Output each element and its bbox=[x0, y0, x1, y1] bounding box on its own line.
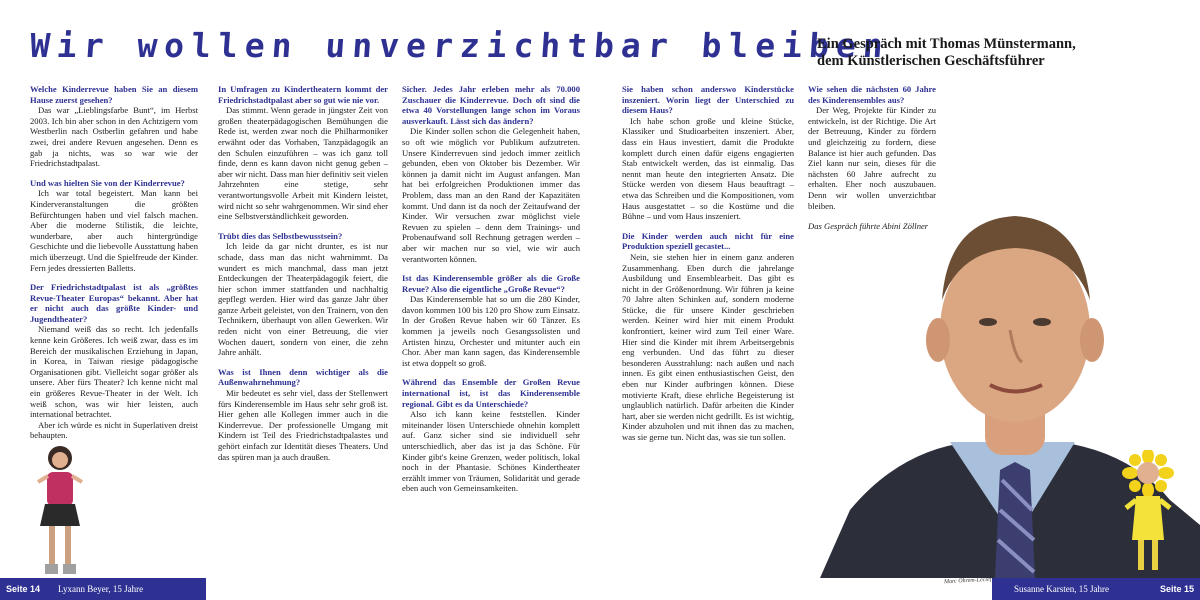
interview-question: Sicher. Jedes Jahr erleben mehr als 70.000 Zuschauer die Kinderrevue. Doch oft sind die etwa 40 Vorstellungen lange schon im Voraus ausverkauft. Lässt sich das ändern? bbox=[402, 84, 580, 126]
interview-question: In Umfragen zu Kindertheatern kommt der Friedrichstadtpalast aber so gut wie nie vor. bbox=[218, 84, 388, 105]
interview-question: Trübt dies das Selbstbewusstsein? bbox=[218, 230, 343, 241]
interview-question: Wie sehen die nächsten 60 Jahre des Kinderensembles aus? bbox=[808, 84, 936, 105]
article-title: Wir wollen unverzichtbar bleiben bbox=[28, 26, 892, 65]
interview-question: Die Kinder werden auch nicht für eine Produktion speziell gecastet... bbox=[622, 230, 794, 252]
article-subtitle: Ein Gespräch mit Thomas Münstermann, dem Künstlerischen Geschäftsführer bbox=[817, 36, 1076, 69]
interview-answer: Die Kinder sollen schon die Gelegenheit haben, so oft wie möglich vor Publikum aufzutreten. Unsere Kinderrevuen sind jedoch immer zeitlich gebunden, eben von Oktober bis Dezember. Wir können ja damit nicht im August anfangen. Man hat bei erfolgreichen Produktionen immer das Problem, dass man an den Rand der Kapazitäten kommt. Und dann ist da noch der Zeitaufwand der Kinder. Wir versuchen zwar möglichst viele Revuen zu spielen – denn dem Trainings- und Probenaufwand soll Rechnung getragen werden – aber wir machen nur so viel, wie wir auch verantworten können. bbox=[402, 126, 580, 264]
interview-answer: Ich leide da gar nicht drunter, es ist nur schade, dass man das nicht wahrnimmt. Da wundert es mich manchmal, dass man jetzt Entdeckungen der Theaterpädagogik feiert, die hier schon immer stattfanden und nachhaltig gepflegt werden. Hier wird das ganze Jahr über ganze Arbeit geleistet, von den Trainern, von den Technikern, überhaupt von allen Gewerken. Wir reden nicht von einer Betreuung, die vier Wochen dauert, sondern von einer, die zehn Jahre anhält. bbox=[218, 241, 388, 358]
page-number-right: Seite 15 bbox=[1159, 584, 1194, 594]
photographer-signature: Marc Ohrem-Leclef bbox=[943, 576, 992, 586]
interview-answer: Niemand weiß das so recht. Ich jedenfalls kenne kein Größeres. Ich weiß zwar, dass es im Bereich der musikalischen Erziehung in Japan, in Korea, in Taiwan riesige pädagogische Organisationen gibt. Vielleicht sogar größer als unsere. Aber fürs Theater? Ich kenne nicht mal ein größeres Revue-Theater in der Welt. Ich weiß schon, was wir hier leisten, auch international betrachtet. bbox=[30, 324, 198, 420]
interview-question: Während das Ensemble der Großen Revue international ist, ist das Kinderensemble regional. Gibt es da Unterschiede? bbox=[402, 377, 580, 409]
interview-answer: Das stimmt. Wenn gerade in jüngster Zeit von großen theaterpädagogischen Bemühungen die Rede ist, werden zwar noch die Philharmoniker erwähnt oder das Vorhaben, Tanzpädagogik an den Schulen einzuführen – was ich ganz toll finde, denn es kann davon nicht genug geben – aber wir nicht. Dass man hier definitiv seit vielen Jahrzehnten eine stetige, sehr verantwortungsvolle Arbeit mit Kindern leistet, wird nicht so sehr wahrgenommen. Wir sind eher eine Selbstverständlichkeit geworden. bbox=[218, 105, 388, 222]
interview-question: Welche Kinderrevue haben Sie an diesem Hause zuerst gesehen? bbox=[30, 84, 198, 105]
interview-answer: Also ich kann keine feststellen. Kinder miteinander lösen Unterschiede ohnehin komplett auf. Ganz sicher sind sie individuell sehr unterschiedlich, aber das ist ja das Schöne. Für Kinder gibt's keine Grenzen, weder politisch, lokal noch in der Phantasie. Schönes Kindertheater erzählt immer von Träumen, Solidarität und gerade eben auch von Gemeinsamkeiten. bbox=[402, 409, 580, 494]
photo-caption-right: Susanne Karsten, 15 Jahre bbox=[1014, 584, 1109, 594]
interview-answer: Das Kinderensemble hat so um die 280 Kinder, davon kommen 100 bis 120 pro Show zum Einsatz. In der Großen Revue haben wir 60 Tänzer. Es kommen ja jeweils noch Gesangssolisten und Artisten hinzu, Orchester und mitunter auch ein Chor. Aber man kann sagen, das Kinderensemble ist etwa doppelt so groß. bbox=[402, 294, 580, 368]
interview-question: Was ist Ihnen denn wichtiger als die Außenwahrnehmung? bbox=[218, 366, 388, 388]
footer-bar-left bbox=[0, 578, 206, 600]
page-number-left: Seite 14 bbox=[6, 584, 41, 594]
text-column-4 bbox=[622, 84, 794, 443]
text-column-2 bbox=[218, 84, 388, 462]
interview-answer: Mir bedeutet es sehr viel, dass der Stellenwert fürs Kinderensemble im Haus sehr sehr groß ist. Hier gehen alle Kollegen immer auch in die Kinderrevue. Der professionelle Umgang mit Kindern ist Teil des Friedrichstadtpalastes und gehört einfach zur Identität dieses Theaters. Und das spüren man ja auch draußen. bbox=[218, 388, 388, 462]
photo-caption-left: Lyxann Beyer, 15 Jahre bbox=[58, 584, 144, 594]
interview-answer: Der Weg, Projekte für Kinder zu entwickeln, ist der Richtige. Die Art der Betreuung, Kinder zu fördern und gleichzeitig zu fordern, diese Balance ist hier auch gefunden. Das Ziel kann nur sein, dieses für die nächsten 60 Jahre aufrecht zu erhalten. Eher noch auszubauen. Denn wir wollen unverzichtbar bleiben. bbox=[808, 105, 936, 211]
footer-bar-right bbox=[992, 578, 1200, 600]
text-column-3 bbox=[402, 84, 580, 494]
child-sunflower-figure-right bbox=[1118, 450, 1178, 578]
interview-answer: Ich war total begeistert. Man kann bei Kinderveranstaltungen die größten Befürchtungen haben und viel falsch machen. Aber die moderne Stilistik, die leichte, wunderbare, aber auch hintergründige Geschichte und die liebevolle Ausstattung haben mich überzeugt. Und die Spielfreude der Kinder. Fern jedes dressierten Balletts. bbox=[30, 188, 198, 273]
interview-answer: Das war „Lieblingsfarbe Bunt“, im Herbst 2003. Ich bin aber schon in den Achtzigern vom Westberlin nach Ostberlin gefahren und habe zwei, drei andere Revuen angesehen. Denn es gab ja nichts, was so war wie der Friedrichstadtpalast. bbox=[30, 105, 198, 169]
interview-question: Und was hielten Sie von der Kinderrevue? bbox=[30, 177, 185, 188]
interview-answer: Aber ich würde es nicht in Superlativen dreist behaupten. bbox=[30, 419, 198, 441]
interviewer-credit: Das Gespräch führte Abini Zöllner bbox=[808, 221, 929, 232]
text-column-1 bbox=[30, 84, 198, 441]
interview-answer: Ich habe schon große und kleine Stücke, Klassiker und Studioarbeiten inszeniert. Aber, dass ein Haus investiert, damit die Produkte komplett durch einen dafür eigens engagierten Stab entwickelt werden, das ist einmalig. Das nennt man heute den integrierten Ansatz. Die Stücke werden von diesem Haus beauftragt – etwa das Schreiben und die Kompositionen, vom Haus ausgestattet – so die Kostüme und die Bühne – und vom Haus inszeniert. bbox=[622, 115, 794, 222]
interview-question: Sie haben schon anderswo Kinderstücke inszeniert. Worin liegt der Unterschied zu diesem Haus? bbox=[622, 84, 794, 116]
interview-answer: Nein, sie stehen hier in einem ganz anderen Zusammenhang. Eben durch die jahrelange Ausbildung und Ensemblearbeit. Das gibt es nicht in der Größenordnung. Wir führen ja keine 70 Jahre alten Schinken auf, sondern moderne Stücke, die für unsere Kinder geschrieben werden. Keiner wird hier mit einem Produkt konfrontiert, keiner wird zum Teil einer Ware. Hier sind die Kinder mit ihrem Arbeitsergebnis eng verbunden. Und das führt zu dieser besonderen Ausstrahlung: nach außen und nach innen. Es gibt einen enthusiastischen Geist, den eben nur Kinder aufbringen können. Diese motivierte Kraft, diese ehrliche Begeisterung ist unglaublich natürlich. Dafür arbeiten die Kinder hart, aber sie werden nicht gedrillt. Es ist wichtig, Kinder abzuholen und mit ihnen das zu machen, was sie gerne tun. Nicht das, was sie tun sollen. bbox=[622, 251, 794, 442]
interview-question: Ist das Kinderensemble größer als die Große Revue? Also die eigentliche „Große Revue“? bbox=[402, 273, 580, 294]
interview-question: Der Friedrichstadtpalast ist als „größtes Revue-Theater Europas“ bekannt. Aber hat er nicht auch das größte Kinder- und Jugendtheater? bbox=[30, 282, 198, 324]
child-dancer-figure-left bbox=[30, 440, 90, 580]
